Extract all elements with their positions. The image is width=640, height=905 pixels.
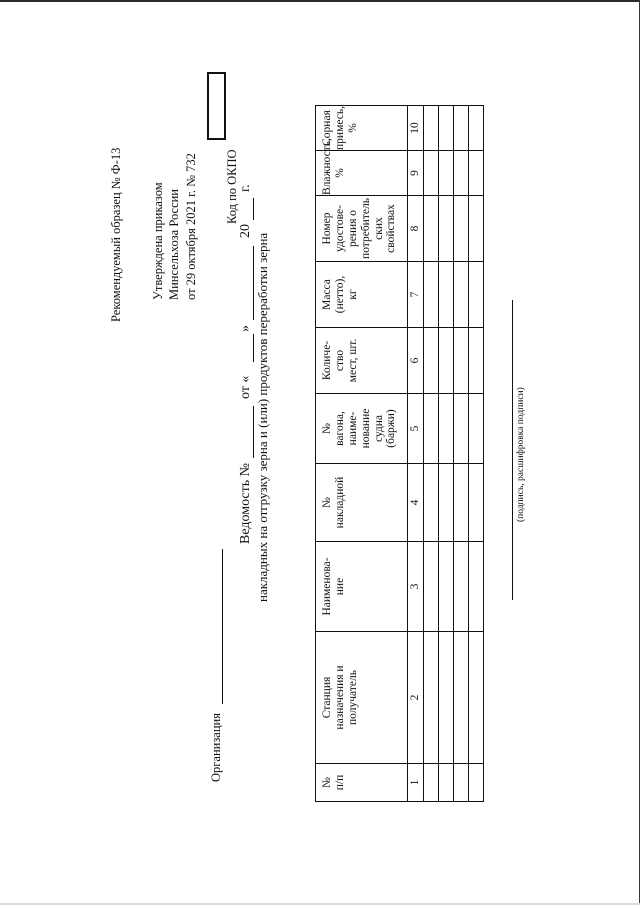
day-field[interactable] bbox=[253, 334, 254, 362]
col-header-6: Количе- ство мест, шт. bbox=[316, 328, 408, 394]
col-header-10: Сорная примесь, % bbox=[316, 106, 408, 151]
col-number: 9 bbox=[408, 151, 424, 196]
order-line: от 29 октября 2021 г. № 732 bbox=[184, 153, 198, 300]
year-field[interactable] bbox=[253, 198, 254, 220]
okpo-code-field[interactable] bbox=[207, 72, 226, 140]
col-header-5: № вагона, наиме- нование судна (баржи) bbox=[316, 394, 408, 464]
organization-label: Организация bbox=[209, 713, 223, 782]
table-row[interactable] bbox=[454, 106, 469, 802]
approval-line: Утверждена приказом bbox=[151, 182, 165, 300]
header-row bbox=[316, 106, 408, 802]
ministry-line: Минсельхоза России bbox=[167, 189, 181, 300]
title-year: 20 bbox=[238, 224, 253, 238]
organization-field[interactable] bbox=[222, 549, 223, 704]
rotated-form-sheet bbox=[90, 72, 550, 832]
table-row[interactable] bbox=[424, 106, 439, 802]
okpo-label: Код по ОКПО bbox=[225, 149, 239, 224]
col-header-2: Станция назначения и получатель bbox=[316, 632, 408, 764]
col-number: 10 bbox=[408, 106, 424, 151]
col-number: 3 bbox=[408, 542, 424, 632]
signature-caption: (подпись, расшифровка подписи) bbox=[516, 387, 526, 522]
scan-top-edge bbox=[0, 0, 640, 2]
title-g: г. bbox=[238, 184, 253, 192]
col-number: 7 bbox=[408, 262, 424, 328]
col-number: 5 bbox=[408, 394, 424, 464]
form-subtitle: накладных на отгрузку зерна и (или) продуктов переработки зерна bbox=[255, 232, 270, 602]
col-header-7: Масса (нетто), кг bbox=[316, 262, 408, 328]
col-header-9: Влажность, % bbox=[316, 151, 408, 196]
vedomost-number-field[interactable] bbox=[253, 406, 254, 458]
col-number: 8 bbox=[408, 196, 424, 262]
col-header-4: № накладной bbox=[316, 464, 408, 542]
col-number: 2 bbox=[408, 632, 424, 764]
register-table bbox=[315, 105, 484, 802]
title-quote: » bbox=[238, 325, 253, 332]
table-row[interactable] bbox=[439, 106, 454, 802]
col-header-3: Наименова- ние bbox=[316, 542, 408, 632]
col-number: 6 bbox=[408, 328, 424, 394]
signature-field[interactable] bbox=[512, 300, 513, 600]
col-number: 4 bbox=[408, 464, 424, 542]
table-row[interactable] bbox=[469, 106, 484, 802]
month-field[interactable] bbox=[253, 246, 254, 320]
col-header-1: № п/п bbox=[316, 764, 408, 802]
title-ot: от « bbox=[238, 375, 253, 399]
model-label: Рекомендуемый образец № Ф-13 bbox=[109, 147, 123, 322]
title-vedomost: Ведомость № bbox=[238, 462, 253, 544]
col-number: 1 bbox=[408, 764, 424, 802]
column-number-row bbox=[408, 106, 424, 802]
col-header-8: Номер удостове- рения о потребитель ских свойствах bbox=[316, 196, 408, 262]
